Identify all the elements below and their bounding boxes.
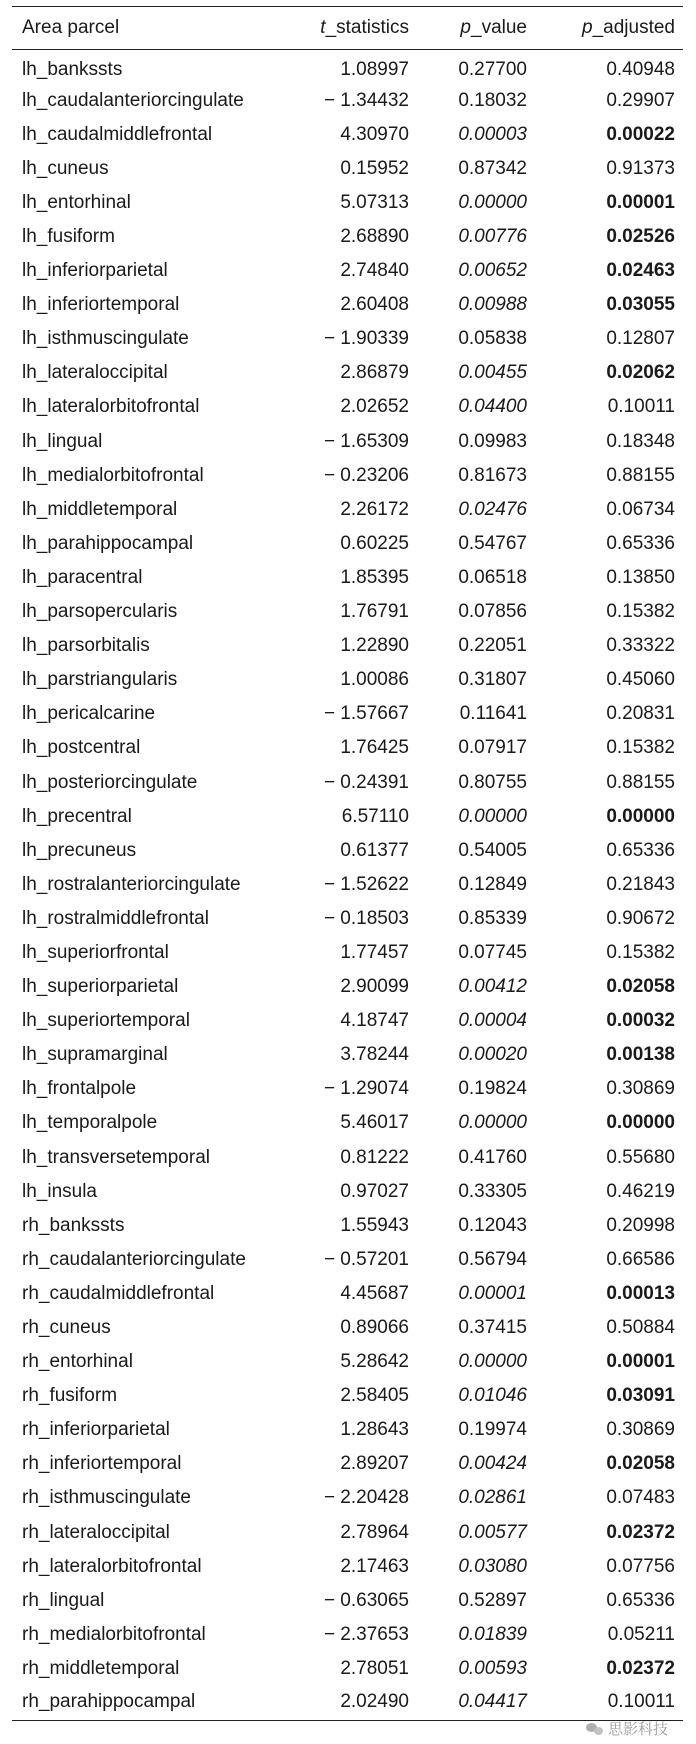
table-row: [12, 356, 683, 390]
cell-p-value: 0.54005: [458, 839, 527, 861]
cell-p-value: 0.00000: [458, 191, 527, 213]
cell-p-value: 0.09983: [458, 430, 527, 452]
table-row: [12, 970, 683, 1004]
table-row: [12, 697, 683, 731]
cell-area-parcel: lh_superiortemporal: [22, 1010, 190, 1032]
cell-p-adjusted: 0.00000: [606, 805, 675, 827]
cell-area-parcel: lh_caudalanteriorcingulate: [22, 89, 244, 111]
cell-area-parcel: rh_bankssts: [22, 1214, 125, 1236]
cell-area-parcel: lh_rostralanteriorcingulate: [22, 873, 241, 895]
cell-p-value: 0.00988: [458, 294, 527, 316]
cell-area-parcel: rh_fusiform: [22, 1385, 118, 1407]
cell-p-value: 0.12849: [458, 873, 527, 895]
cell-t-statistic: 2.02490: [302, 1686, 427, 1720]
cell-p-adjusted: 0.21843: [606, 873, 675, 895]
cell-p-adjusted: 0.03091: [606, 1385, 675, 1407]
cell-p-value: 0.00001: [458, 1282, 527, 1304]
cell-p-value: 0.00577: [458, 1521, 527, 1543]
table-row: [12, 1072, 683, 1106]
cell-area-parcel: lh_inferiortemporal: [22, 294, 180, 316]
cell-t-statistic: − 1.29074: [323, 1078, 409, 1100]
cell-area-parcel: rh_middletemporal: [22, 1657, 180, 1679]
table-row: [12, 936, 683, 970]
cell-p-adjusted: 0.10011: [547, 1686, 683, 1720]
cell-t-statistic: 1.00086: [340, 669, 409, 691]
cell-p-adjusted: 0.02062: [606, 362, 675, 384]
cell-p-adjusted: 0.00000: [606, 1112, 675, 1134]
cell-p-adjusted: 0.13850: [606, 566, 675, 588]
cell-p-value: 0.81673: [458, 464, 527, 486]
cell-t-statistic: 1.08997: [340, 58, 409, 80]
table-row: [12, 1038, 683, 1072]
table-row: [12, 1004, 683, 1038]
table-row: [12, 1175, 683, 1209]
table-row: [12, 834, 683, 868]
header-area-label: Area parcel: [22, 17, 120, 38]
cell-t-statistic: 0.15952: [340, 157, 409, 179]
wechat-icon: [586, 1722, 604, 1736]
watermark: [586, 1718, 668, 1739]
table-row: [12, 50, 683, 84]
cell-area-parcel: lh_parsorbitalis: [22, 635, 150, 657]
cell-area-parcel: rh_inferiorparietal: [22, 1419, 170, 1441]
header-p-value: [427, 7, 547, 50]
table-row: [12, 288, 683, 322]
cell-area-parcel: rh_cuneus: [22, 1317, 111, 1339]
table-row: [12, 561, 683, 595]
cell-t-statistic: 2.74840: [340, 260, 409, 282]
cell-t-statistic: 3.78244: [340, 1044, 409, 1066]
cell-p-adjusted: 0.20831: [606, 703, 675, 725]
cell-area-parcel: lh_lateralorbitofrontal: [22, 396, 200, 418]
cell-p-adjusted: 0.29907: [606, 89, 675, 111]
cell-area-parcel: rh_lingual: [22, 1589, 105, 1611]
cell-p-adjusted: 0.02372: [606, 1521, 675, 1543]
table-row: [12, 1447, 683, 1481]
table-row: [12, 1379, 683, 1413]
cell-t-statistic: 0.60225: [340, 532, 409, 554]
cell-t-statistic: 2.78964: [340, 1521, 409, 1543]
cell-p-adjusted: 0.46219: [606, 1180, 675, 1202]
cell-area-parcel: rh_lateraloccipital: [22, 1521, 170, 1543]
cell-p-value: 0.00652: [458, 260, 527, 282]
table-row: [12, 390, 683, 424]
cell-p-value: 0.00000: [458, 805, 527, 827]
cell-p-adjusted: 0.00001: [606, 1351, 675, 1373]
header-pa-suffix: _adjusted: [592, 17, 675, 38]
cell-p-adjusted: 0.65336: [606, 532, 675, 554]
cell-p-adjusted: 0.30869: [606, 1419, 675, 1441]
cell-t-statistic: − 1.65309: [323, 430, 409, 452]
table-row: [12, 1481, 683, 1515]
cell-p-value: 0.00004: [458, 1010, 527, 1032]
cell-area-parcel: rh_isthmuscingulate: [22, 1487, 191, 1509]
cell-p-value: 0.85339: [458, 907, 527, 929]
cell-p-adjusted: 0.45060: [606, 669, 675, 691]
cell-p-value: 0.00020: [458, 1044, 527, 1066]
cell-p-adjusted: 0.40948: [606, 58, 675, 80]
cell-p-value: 0.06518: [458, 566, 527, 588]
table-row: [12, 629, 683, 663]
cell-p-value: 0.00424: [458, 1453, 527, 1475]
cell-p-adjusted: 0.02058: [606, 976, 675, 998]
cell-t-statistic: 2.26172: [340, 498, 409, 520]
cell-area-parcel: lh_pericalcarine: [22, 703, 156, 725]
cell-p-value: 0.27700: [458, 58, 527, 80]
table-row: [12, 1243, 683, 1277]
cell-p-adjusted: 0.90672: [606, 907, 675, 929]
cell-t-statistic: − 0.24391: [323, 771, 409, 793]
cell-t-statistic: 2.68890: [340, 226, 409, 248]
cell-area-parcel: lh_transversetemporal: [22, 1146, 210, 1168]
table-row: [12, 1209, 683, 1243]
cell-t-statistic: − 0.63065: [323, 1589, 409, 1611]
cell-p-value: 0.54767: [458, 532, 527, 554]
cell-area-parcel: lh_isthmuscingulate: [22, 328, 189, 350]
cell-t-statistic: 1.28643: [340, 1419, 409, 1441]
cell-p-adjusted: 0.91373: [606, 157, 675, 179]
cell-p-adjusted: 0.12807: [606, 328, 675, 350]
table-row: [12, 254, 683, 288]
cell-area-parcel: lh_bankssts: [22, 58, 123, 80]
cell-p-adjusted: 0.02058: [606, 1453, 675, 1475]
cell-p-adjusted: 0.02526: [606, 226, 675, 248]
table-header: [12, 7, 683, 50]
cell-p-value: 0.00000: [458, 1112, 527, 1134]
table-row: [12, 1277, 683, 1311]
cell-p-value: 0.05838: [458, 328, 527, 350]
table-row: [12, 1652, 683, 1686]
cell-p-value: 0.18032: [458, 89, 527, 111]
cell-area-parcel: rh_lateralorbitofrontal: [22, 1555, 202, 1577]
cell-t-statistic: 5.46017: [340, 1112, 409, 1134]
cell-area-parcel: lh_lingual: [22, 430, 103, 452]
cell-p-value: 0.02476: [458, 498, 527, 520]
cell-p-value: 0.56794: [458, 1248, 527, 1270]
table-row: [12, 663, 683, 697]
table-row: [12, 493, 683, 527]
cell-t-statistic: 1.55943: [340, 1214, 409, 1236]
table-row: [12, 186, 683, 220]
cell-p-value: 0.07856: [458, 601, 527, 623]
header-p-suffix: _value: [471, 17, 527, 38]
cell-t-statistic: 2.86879: [340, 362, 409, 384]
cell-p-adjusted: 0.00032: [606, 1010, 675, 1032]
cell-t-statistic: 2.90099: [340, 976, 409, 998]
table-row: [12, 902, 683, 936]
cell-area-parcel: lh_lateraloccipital: [22, 362, 168, 384]
cell-area-parcel: lh_posteriorcingulate: [22, 771, 198, 793]
cell-area-parcel: rh_medialorbitofrontal: [22, 1623, 206, 1645]
cell-p-adjusted: 0.65336: [606, 1589, 675, 1611]
cell-area-parcel: lh_parsopercularis: [22, 601, 178, 623]
cell-p-value: 0.12043: [458, 1214, 527, 1236]
table-row: [12, 1141, 683, 1175]
cell-p-value: 0.22051: [458, 635, 527, 657]
cell-t-statistic: 5.07313: [340, 191, 409, 213]
cell-p-adjusted: 0.02372: [606, 1657, 675, 1679]
cell-p-adjusted: 0.66586: [606, 1248, 675, 1270]
table-row: [12, 322, 683, 356]
cell-p-adjusted: 0.02463: [606, 260, 675, 282]
cell-p-adjusted: 0.10011: [607, 396, 675, 418]
cell-t-statistic: − 1.34432: [323, 89, 409, 111]
cell-p-value: 0.04400: [458, 396, 527, 418]
table-row: [12, 118, 683, 152]
cell-area-parcel: lh_superiorfrontal: [22, 941, 169, 963]
cell-p-adjusted: 0.03055: [606, 294, 675, 316]
cell-t-statistic: 6.57110: [341, 805, 409, 827]
results-table-container: [12, 6, 683, 1721]
cell-t-statistic: 2.17463: [340, 1555, 409, 1577]
header-row: [12, 7, 683, 50]
cell-area-parcel: lh_paracentral: [22, 566, 143, 588]
table-row: [12, 220, 683, 254]
cell-area-parcel: lh_precuneus: [22, 839, 137, 861]
cell-p-value: 0.41760: [458, 1146, 527, 1168]
table-row: [12, 1550, 683, 1584]
cell-t-statistic: 0.61377: [340, 839, 409, 861]
cell-p-adjusted: 0.65336: [606, 839, 675, 861]
header-t-suffix: _statistics: [325, 17, 409, 38]
table-row: [12, 868, 683, 902]
cell-p-value: 0.00003: [458, 123, 527, 145]
cell-p-adjusted: 0.05211: [607, 1623, 675, 1645]
table-row: [12, 1686, 683, 1720]
cell-p-value: 0.00593: [458, 1657, 527, 1679]
table-body: [12, 50, 683, 1721]
cell-area-parcel: rh_caudalanteriorcingulate: [22, 1248, 246, 1270]
cell-p-value: 0.11641: [459, 703, 527, 725]
cell-p-adjusted: 0.07483: [606, 1487, 675, 1509]
cell-p-value: 0.00412: [458, 976, 527, 998]
cell-p-value: 0.03080: [458, 1555, 527, 1577]
results-table: [12, 6, 683, 1721]
cell-t-statistic: 4.18747: [340, 1010, 409, 1032]
cell-t-statistic: 4.45687: [340, 1282, 409, 1304]
cell-p-adjusted: 0.88155: [606, 464, 675, 486]
header-t-statistics: [302, 7, 427, 50]
cell-area-parcel: lh_supramarginal: [22, 1044, 168, 1066]
table-row: [12, 765, 683, 799]
cell-t-statistic: 2.78051: [340, 1657, 409, 1679]
cell-t-statistic: 0.89066: [340, 1317, 409, 1339]
header-area-parcel: [12, 7, 302, 50]
table-row: [12, 800, 683, 834]
cell-t-statistic: − 0.57201: [323, 1248, 409, 1270]
cell-p-value: 0.31807: [458, 669, 527, 691]
cell-p-value: 0.00000: [458, 1351, 527, 1373]
cell-p-adjusted: 0.07756: [606, 1555, 675, 1577]
cell-p-adjusted: 0.88155: [606, 771, 675, 793]
cell-p-value: 0.04417: [427, 1686, 547, 1720]
cell-area-parcel: lh_parstriangularis: [22, 669, 178, 691]
cell-area-parcel: lh_postcentral: [22, 737, 141, 759]
cell-area-parcel: lh_parahippocampal: [22, 532, 194, 554]
cell-area-parcel: lh_temporalpole: [22, 1112, 158, 1134]
cell-t-statistic: 1.76425: [340, 737, 409, 759]
cell-p-adjusted: 0.30869: [606, 1078, 675, 1100]
header-p-prefix: p: [460, 17, 471, 38]
cell-area-parcel: lh_middletemporal: [22, 498, 178, 520]
cell-area-parcel: lh_frontalpole: [22, 1078, 137, 1100]
table-row: [12, 1584, 683, 1618]
cell-p-adjusted: 0.15382: [606, 601, 675, 623]
cell-p-adjusted: 0.06734: [606, 498, 675, 520]
cell-t-statistic: 2.02652: [340, 396, 409, 418]
cell-p-adjusted: 0.15382: [606, 941, 675, 963]
table-row: [12, 527, 683, 561]
header-pa-prefix: p: [582, 17, 593, 38]
cell-p-adjusted: 0.00022: [606, 123, 675, 145]
cell-p-value: 0.80755: [458, 771, 527, 793]
cell-t-statistic: 2.89207: [340, 1453, 409, 1475]
cell-p-adjusted: 0.00013: [606, 1282, 675, 1304]
header-t-prefix: t: [320, 17, 326, 38]
cell-p-value: 0.19824: [458, 1078, 527, 1100]
cell-area-parcel: lh_cuneus: [22, 157, 109, 179]
cell-p-value: 0.01839: [458, 1623, 527, 1645]
cell-area-parcel: rh_inferiortemporal: [22, 1453, 182, 1475]
cell-p-adjusted: 0.00001: [606, 191, 675, 213]
cell-t-statistic: 4.30970: [340, 123, 409, 145]
table-row: [12, 425, 683, 459]
table-row: [12, 1516, 683, 1550]
cell-t-statistic: 1.22890: [340, 635, 409, 657]
cell-area-parcel: rh_parahippocampal: [12, 1686, 302, 1720]
cell-area-parcel: lh_precentral: [22, 805, 132, 827]
cell-p-adjusted: 0.18348: [606, 430, 675, 452]
cell-area-parcel: lh_fusiform: [22, 226, 115, 248]
cell-t-statistic: 1.77457: [340, 941, 409, 963]
cell-p-adjusted: 0.50884: [606, 1317, 675, 1339]
cell-area-parcel: rh_caudalmiddlefrontal: [22, 1282, 215, 1304]
cell-area-parcel: lh_rostralmiddlefrontal: [22, 907, 209, 929]
cell-p-value: 0.52897: [458, 1589, 527, 1611]
table-row: [12, 84, 683, 118]
watermark-text: 思影科技: [607, 1720, 668, 1738]
cell-p-value: 0.00776: [458, 226, 527, 248]
cell-p-value: 0.87342: [458, 157, 527, 179]
table-row: [12, 731, 683, 765]
table-row: [12, 459, 683, 493]
cell-p-adjusted: 0.15382: [606, 737, 675, 759]
cell-p-value: 0.37415: [458, 1317, 527, 1339]
cell-t-statistic: 2.60408: [340, 294, 409, 316]
cell-p-adjusted: 0.20998: [606, 1214, 675, 1236]
table-row: [12, 152, 683, 186]
cell-t-statistic: 0.81222: [340, 1146, 409, 1168]
cell-p-value: 0.07917: [458, 737, 527, 759]
cell-t-statistic: 1.76791: [340, 601, 409, 623]
table-row: [12, 1106, 683, 1140]
cell-t-statistic: − 1.52622: [323, 873, 409, 895]
cell-area-parcel: lh_inferiorparietal: [22, 260, 168, 282]
cell-p-value: 0.33305: [458, 1180, 527, 1202]
cell-area-parcel: lh_insula: [22, 1180, 97, 1202]
cell-t-statistic: − 2.20428: [323, 1487, 409, 1509]
cell-p-value: 0.19974: [458, 1419, 527, 1441]
table-row: [12, 1311, 683, 1345]
cell-t-statistic: − 2.37653: [323, 1623, 409, 1645]
cell-p-adjusted: 0.55680: [606, 1146, 675, 1168]
header-p-adjusted: [547, 7, 683, 50]
cell-p-adjusted: 0.33322: [606, 635, 675, 657]
cell-t-statistic: − 0.23206: [323, 464, 409, 486]
cell-area-parcel: lh_superiorparietal: [22, 976, 179, 998]
cell-p-adjusted: 0.00138: [606, 1044, 675, 1066]
table-row: [12, 595, 683, 629]
cell-t-statistic: − 1.90339: [323, 328, 409, 350]
cell-p-value: 0.02861: [458, 1487, 527, 1509]
cell-t-statistic: 1.85395: [340, 566, 409, 588]
cell-p-value: 0.07745: [458, 941, 527, 963]
cell-area-parcel: lh_caudalmiddlefrontal: [22, 123, 213, 145]
cell-p-value: 0.00455: [458, 362, 527, 384]
cell-t-statistic: − 1.57667: [323, 703, 409, 725]
cell-area-parcel: lh_medialorbitofrontal: [22, 464, 204, 486]
cell-area-parcel: lh_entorhinal: [22, 191, 131, 213]
cell-t-statistic: 5.28642: [340, 1351, 409, 1373]
table-row: [12, 1618, 683, 1652]
cell-t-statistic: − 0.18503: [323, 907, 409, 929]
table-row: [12, 1413, 683, 1447]
cell-area-parcel: rh_entorhinal: [22, 1351, 133, 1373]
table-row: [12, 1345, 683, 1379]
cell-t-statistic: 2.58405: [340, 1385, 409, 1407]
cell-p-value: 0.01046: [458, 1385, 527, 1407]
cell-t-statistic: 0.97027: [340, 1180, 409, 1202]
